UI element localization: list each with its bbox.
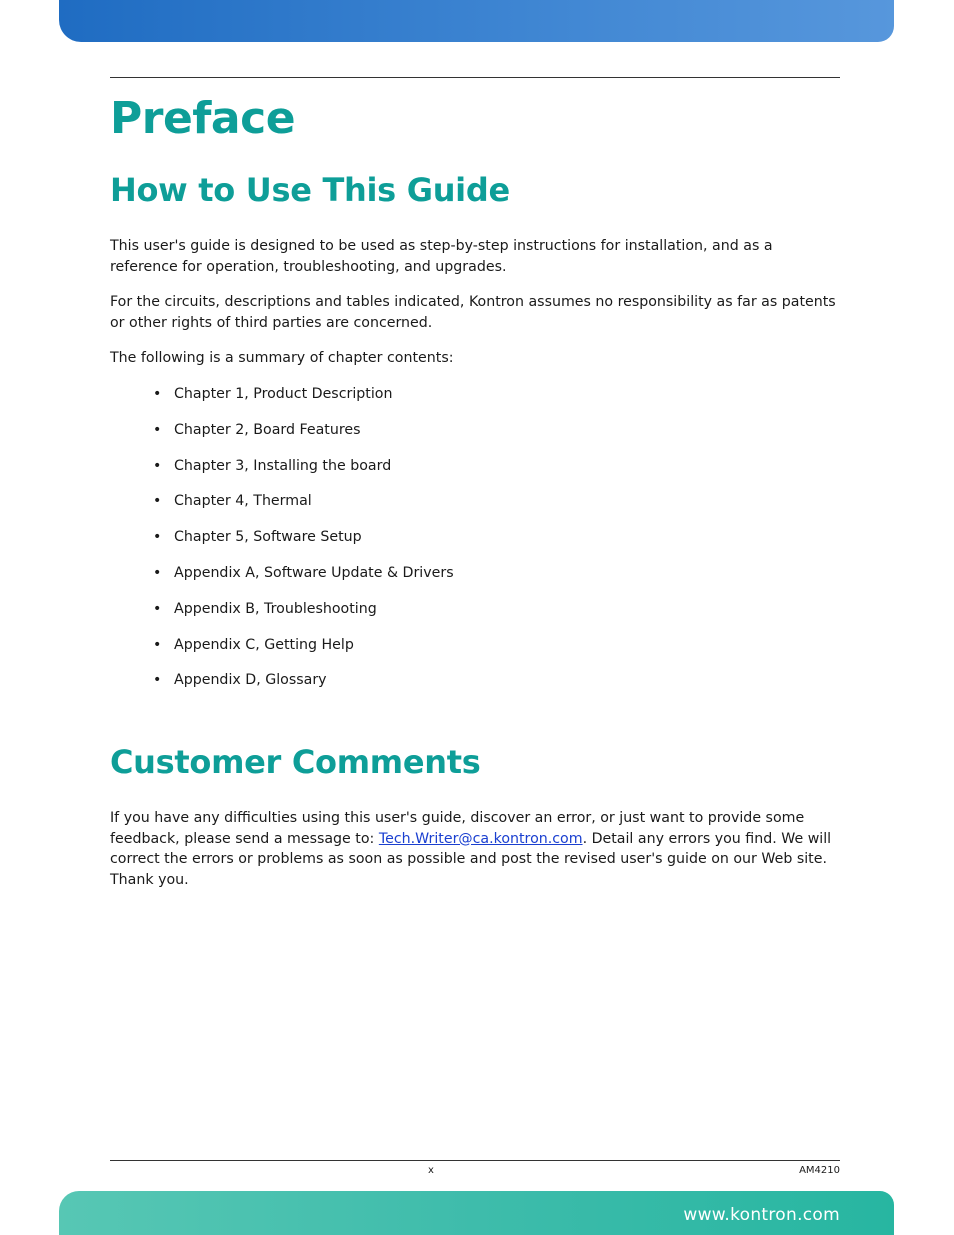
section-heading-customer-comments: Customer Comments <box>110 743 481 781</box>
list-item-label: Chapter 1, Product Description <box>174 386 393 402</box>
bullet-icon: • <box>153 529 162 546</box>
comments-text-after: . Detail any errors you find. We will correct the errors or problems as soon as possible and post the revised user's guide on our Web site. Thank you. <box>110 830 832 888</box>
header-rule <box>110 77 840 78</box>
summary-intro-paragraph: The following is a summary of chapter contents: <box>110 350 454 366</box>
list-item-label: Appendix B, Troubleshooting <box>174 600 377 617</box>
list-item <box>153 635 454 671</box>
list-item-label: Chapter 3, Installing the board <box>174 457 392 474</box>
bullet-icon: • <box>153 421 162 438</box>
document-id: AM4210 <box>799 1165 840 1176</box>
footer-rule <box>110 1160 840 1161</box>
list-item <box>153 563 454 599</box>
list-item-label: Appendix D, Glossary <box>174 672 327 689</box>
list-item-label: Appendix A, Software Update & Drivers <box>174 564 454 581</box>
bullet-icon: • <box>153 386 162 402</box>
list-item-label: Chapter 2, Board Features <box>174 421 361 438</box>
list-item <box>153 599 454 635</box>
list-item <box>153 456 454 492</box>
list-item <box>153 491 454 527</box>
list-item <box>153 420 454 456</box>
bullet-icon: • <box>153 457 162 474</box>
bullet-icon: • <box>153 493 162 510</box>
bullet-icon: • <box>153 600 162 617</box>
section-heading-how-to-use: How to Use This Guide <box>110 171 510 209</box>
list-item <box>153 670 454 706</box>
email-link[interactable]: Tech.Writer@ca.kontron.com <box>378 830 583 847</box>
comments-text-before: If you have any difficulties using this user's guide, discover an error, or just want to provide some feedback, please send a message to: <box>110 810 805 847</box>
intro-paragraph: This user's guide is designed to be used as step-by-step instructions for installation, and as a reference for operation, troubleshooting, and upgrades. <box>110 238 773 275</box>
list-item <box>153 384 454 420</box>
chapter-list <box>153 384 454 706</box>
list-item-label: Chapter 5, Software Setup <box>174 529 362 546</box>
page-number: x <box>428 1165 434 1176</box>
comments-paragraph <box>110 808 842 890</box>
website-link[interactable]: www.kontron.com <box>683 1205 840 1225</box>
list-item <box>153 527 454 563</box>
list-item-label: Appendix C, Getting Help <box>174 636 354 653</box>
bullet-icon: • <box>153 672 162 689</box>
list-item-label: Chapter 4, Thermal <box>174 493 312 510</box>
bullet-icon: • <box>153 564 162 581</box>
disclaimer-paragraph: For the circuits, descriptions and tables indicated, Kontron assumes no responsibility as far as patents or other rights of third parties are concerned. <box>110 294 836 331</box>
bullet-icon: • <box>153 636 162 653</box>
page-title: Preface <box>110 93 296 144</box>
footer-band <box>59 1191 894 1235</box>
header-band <box>59 0 894 42</box>
